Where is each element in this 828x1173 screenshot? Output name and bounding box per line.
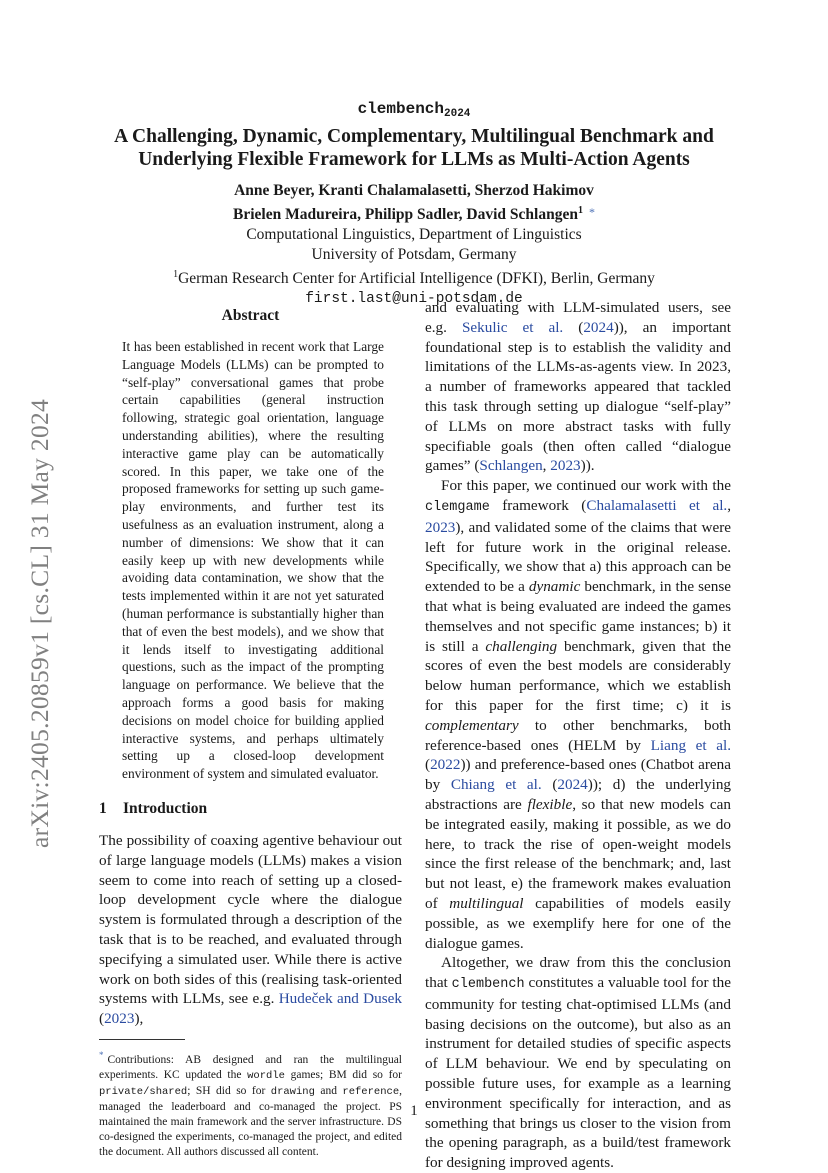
right-p2-text-e: benchmark, given that the scores of even the best models are considerably below human performance, which we establish for this paper for the first time; c) it is xyxy=(425,637,731,714)
page-number: 1 xyxy=(410,1103,418,1119)
title-line-1: A Challenging, Dynamic, Complementary, Multilingual Benchmark and xyxy=(114,126,714,147)
left-column xyxy=(99,306,402,1160)
footnote-text-4: and xyxy=(314,1084,343,1097)
section-title: Introduction xyxy=(123,799,208,817)
right-p2-text-j: capabilities of models easily possible, as we exemplify here for one of the dialogue games. xyxy=(425,894,731,952)
authors-line-2-text: Brielen Madureira, Philipp Sadler, David Schlangen xyxy=(233,206,578,223)
authors-line-1: Anne Beyer, Kranti Chalamalasetti, Sherzod Hakimov xyxy=(234,182,594,199)
right-p3-text-a: Altogether, we draw from this the conclusion that xyxy=(425,954,731,992)
right-paragraph-2: For this paper, we continued our work with the clemgame framework (Chalamalasetti et al., 2023), and validated some of the claims that were left for future work in the original release. Specifically, we show that a) this approach can be extended to be a dynamic benchmark, in the sense that what is being evaluated are indeed the games themselves and not specific game instances; b) it is still a challenging benchmark, given that the scores of even the best models are considerably below human performance, which we establish for this paper for the first time; c) it is complementary to other benchmarks, both reference-based ones (HELM by Liang et al. (2022)) and preference-based ones (Chatbot arena by Chiang et al. (2024)); d) the underlying abstractions are flexible, so that new models can be integrated easily, making it possible, as we do here, to track the rise of open-weight models since the first release of the benchmark; and, last but not least, e) the framework makes evaluation of multilingual capabilities of models easily possible, as we exemplify here for one of the dialogue games. xyxy=(425,477,732,952)
benchmark-name xyxy=(0,98,828,125)
title-line-2: Underlying Flexible Framework for LLMs as Multi-Action Agents xyxy=(138,149,690,170)
emphasis-multilingual: multilingual xyxy=(449,894,524,912)
footnote-code-drawing: drawing xyxy=(270,1085,315,1098)
citation-link-chalamalasetti[interactable]: Chalamalasetti et al. xyxy=(586,496,728,514)
author-email: first.last@uni-potsdam.de xyxy=(305,291,523,307)
arxiv-identifier-stamp: arXiv:2405.20859v1 [cs.CL] 31 May 2024 xyxy=(25,398,54,848)
affiliation-line-1: Computational Linguistics, Department of Linguistics xyxy=(246,226,582,243)
right-p1-text-b: )), an important foundational step is to establish the validity and limitations of the LLMs-as-agents view. In 2023, a number of frameworks appeared that tackled this task through setting up dialogue “self-play” of LLMs on more abstract tasks with fully specifiable goals (then often called “dialogue games” ( xyxy=(425,318,731,475)
code-clemgame: clemgame xyxy=(425,499,490,515)
citation-year-chiang[interactable]: 2024 xyxy=(557,776,588,794)
section-number: 1 xyxy=(99,799,107,817)
footnote-marker: * xyxy=(99,1049,104,1060)
right-p2-text-f: to other benchmarks, both reference-based ones (HELM by xyxy=(425,716,731,754)
citation-year-liang[interactable]: 2022 xyxy=(430,756,461,774)
right-p2-text-g: )) and preference-based ones (Chatbot arena by xyxy=(425,756,731,794)
right-p1-text-a: and evaluating with LLM-simulated users, see e.g. xyxy=(425,299,731,336)
footnote-divider xyxy=(99,1039,185,1040)
emphasis-flexible: flexible xyxy=(527,795,573,813)
right-column xyxy=(425,298,731,1173)
right-p2-text-a: For this paper, we continued our work with the xyxy=(441,477,731,495)
benchmark-name-text: clembench xyxy=(357,100,444,118)
right-p2-text-h: )); d) the underlying abstractions are xyxy=(425,776,732,813)
citation-link-sekulic[interactable]: Sekulic et al. xyxy=(461,318,564,336)
citation-year-schlangen[interactable]: 2023 xyxy=(550,457,581,475)
citation-year-hudecek[interactable]: 2023 xyxy=(104,1010,135,1028)
citation-link-schlangen[interactable]: Schlangen xyxy=(479,457,543,475)
citation-link-hudecek[interactable]: Hudeček and Dusek xyxy=(278,990,402,1008)
emphasis-challenging: challenging xyxy=(485,637,558,655)
affiliation-line-2: University of Potsdam, Germany xyxy=(311,246,517,263)
right-p2-text-b: framework ( xyxy=(489,496,587,514)
footnote-text-3: ; SH did so for xyxy=(187,1084,271,1097)
abstract-heading: Abstract xyxy=(221,307,280,324)
emphasis-dynamic: dynamic xyxy=(528,578,581,596)
code-clembench: clembench xyxy=(451,977,525,993)
citation-link-chiang[interactable]: Chiang et al. xyxy=(450,776,542,794)
paper-header xyxy=(0,98,828,309)
right-paragraph-3 xyxy=(425,953,731,1173)
right-p2-text-d: benchmark, in the sense that what is being evaluated are indeed the games themselves and not specific game instances; b) it is still a xyxy=(425,578,731,655)
intro-paragraph-1-end: ), xyxy=(134,1010,144,1028)
right-p1-text-c: )). xyxy=(580,457,595,475)
affiliation-superscript-2: 1 xyxy=(173,269,179,280)
right-paragraph-1: and evaluating with LLM-simulated users, see e.g. Sekulic et al. (2024)), an important foundational step is to establish the validity and limitations of the LLMs-as-agents view. In 2023, a number of frameworks appeared that tackled this task through setting up dialogue “self-play” of LLMs on more abstract tasks with fully specifiable goals (then often called “dialogue games” (Schlangen, 2023)). xyxy=(425,299,731,475)
affiliation-superscript: 1 xyxy=(577,205,583,216)
paper-title xyxy=(0,125,828,171)
affiliation-line-3-text: German Research Center for Artificial Intelligence (DFKI), Berlin, Germany xyxy=(178,270,655,287)
footnote-link-star[interactable]: * xyxy=(588,205,595,219)
right-p3-text-b: constitutes a valuable tool for the community for testing chat-optimised LLMs (and basing decisions on the outcome), but also as an instrument for detailed studies of specific aspects of LLM behaviour. We end by speculating on possible future uses, for example as a learning environment specifically for interaction, and as something that brings us closer to the vision from the opening paragraph, as a build/test framework for designing improved agents. xyxy=(425,974,731,1172)
footnote-text-5: , managed the leaderboard and co-managed the project. PS maintained the main framework and the server infrastructure. DS co-designed the experiments, co-managed the project, and edited the document. All authors discussed all content. xyxy=(99,1084,402,1158)
citation-year-sekulic[interactable]: 2024 xyxy=(583,318,614,336)
abstract-text: It has been established in recent work that Large Language Models (LLMs) can be prompted to “self-play” conversational games that probe certain capabilities (general instruction following, strategic goal orientation, language understanding abilities), where the resulting interactive game play can be automatically scored. In this paper, we take one of the proposed frameworks for setting up such game-play environments, and further test its usefulness as an evaluation instrument, along a number of dimensions: We show that it can easily keep up with new developments while avoiding data contamination, we show that the tests implemented within it are not yet saturated (human performance is substantially higher than that of even the best models), and we show that it lends itself to investigating additional questions, such as the impact of the prompting language on performance. We believe that the approach forms a good basis for making decisions on model choice for building applied interactive systems, and perhaps ultimately setting up a closed-loop development environment of system and simulated evaluator. xyxy=(122,339,384,782)
affiliation-line-3 xyxy=(0,265,828,289)
benchmark-name-subscript: 2024 xyxy=(444,108,471,120)
footnote-code-private-shared: private/shared xyxy=(99,1085,188,1098)
author-list xyxy=(0,181,828,225)
right-p2-text-i: , so that new models can be integrated easily, making it possible, as we do here, to track the rise of open-weight models since the first release of the benchmark; and, last but not least, e) the framework makes evaluation of xyxy=(425,795,731,912)
emphasis-complementary: complementary xyxy=(425,716,519,734)
intro-paragraph-1: The possibility of coaxing agentive behaviour out of large language models (LLMs) makes a vision seem to come into reach of setting up a closed-loop development cycle where the dialogue system is formulated through a description of the task that is to be reached, and evaluated through specifying a simulated user. While there is active work on both sides of this (realising task-oriented systems with LLMs, see e.g. Hudeček and Dusek (2023), xyxy=(99,831,402,1028)
intro-paragraph-1-text: The possibility of coaxing agentive behaviour out of large language models (LLMs) makes a vision seem to come into reach of setting up a closed-loop development cycle where the dialogue system is formulated through a description of the task that is to be reached, and evaluated through specifying a simulated user. While there is active work on both sides of this (realising task-oriented systems with LLMs, see e.g. xyxy=(99,831,402,1008)
citation-year-chalamalasetti[interactable]: 2023 xyxy=(425,518,456,536)
right-p2-text-c: ), and validated some of the claims that were left for future work in the original release. Specifically, we show that a) this approach can be extended to be a xyxy=(425,518,731,596)
section-heading-introduction xyxy=(99,799,402,819)
footnote-text-2: games; BM did so for xyxy=(284,1068,402,1081)
citation-link-liang[interactable]: Liang et al. xyxy=(650,736,731,754)
footnote-text-1: Contributions: AB designed and ran the multilingual experiments. KC updated the xyxy=(99,1053,402,1081)
authors-line-2 xyxy=(0,201,828,225)
footnote-code-reference: reference xyxy=(342,1085,400,1098)
footnote-code-wordle: wordle xyxy=(247,1069,285,1082)
